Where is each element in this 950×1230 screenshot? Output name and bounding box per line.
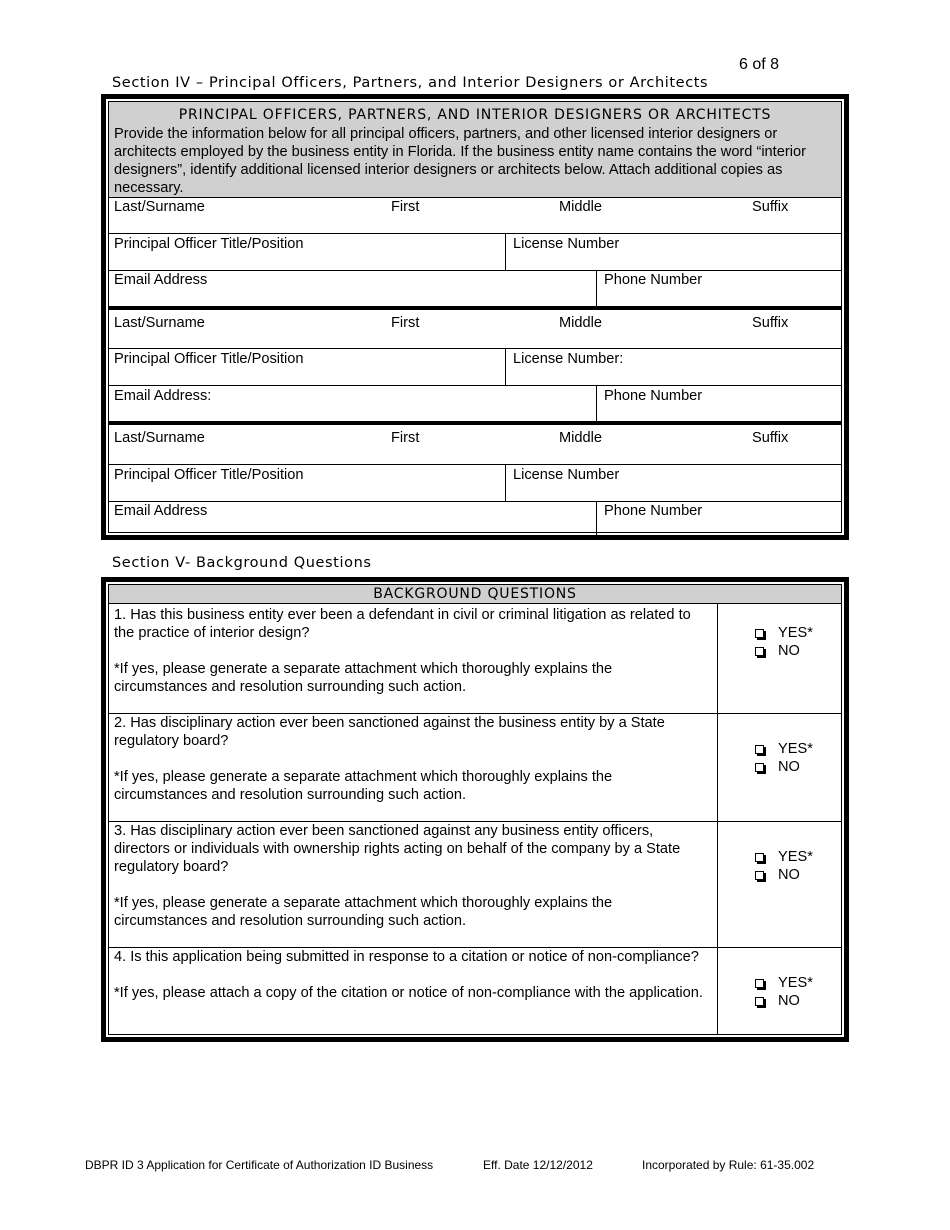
principal-officers-table-title: PRINCIPAL OFFICERS, PARTNERS, AND INTERIOR DESIGNERS OR ARCHITECTS bbox=[178, 107, 772, 123]
first-name-field[interactable]: First bbox=[391, 315, 420, 331]
principal-officers-header bbox=[109, 102, 841, 198]
yes-label: YES* bbox=[778, 741, 813, 757]
yes-checkbox[interactable] bbox=[755, 740, 813, 758]
principal-officers-instructions: Provide the information below for all principal officers, partners, and other licensed interior designers or architects employed by the business entity in Florida. If the business entity name contains the word “interior designers”, identify additional licensed interior designers or architects below. Attach additional copies as necessary. bbox=[114, 126, 806, 196]
question-4 bbox=[114, 948, 706, 1002]
question-note: *If yes, please generate a separate attachment which thoroughly explains the circumstances and resolution surrounding such action. bbox=[114, 895, 613, 929]
no-label: NO bbox=[778, 867, 800, 883]
question-text: 3. Has disciplinary action ever been sanctioned against any business entity officers, directors or individuals with ownership rights acting on behalf of the company by a State regulatory board? bbox=[114, 823, 681, 875]
question-note: *If yes, please attach a copy of the citation or notice of non-compliance with the application. bbox=[114, 985, 703, 1001]
last-name-field[interactable]: Last/Surname bbox=[114, 430, 205, 446]
question-text: 1. Has this business entity ever been a defendant in civil or criminal litigation as related to the practice of interior design? bbox=[114, 607, 691, 641]
phone-field[interactable]: Phone Number bbox=[604, 388, 703, 404]
checkbox-icon bbox=[755, 629, 764, 638]
last-name-field[interactable]: Last/Surname bbox=[114, 315, 205, 331]
yes-label: YES* bbox=[778, 975, 813, 991]
no-label: NO bbox=[778, 759, 800, 775]
license-number-field[interactable]: License Number: bbox=[513, 351, 624, 367]
principal-officers-table bbox=[101, 94, 849, 540]
email-field[interactable]: Email Address: bbox=[114, 388, 212, 404]
footer-rule: Incorporated by Rule: 61-35.002 bbox=[642, 1158, 815, 1172]
license-number-field[interactable]: License Number bbox=[513, 467, 620, 483]
question-4-options bbox=[755, 974, 813, 1010]
section-5-title: Section V- Background Questions bbox=[112, 555, 372, 571]
officer-title-field[interactable]: Principal Officer Title/Position bbox=[114, 351, 304, 367]
middle-name-field[interactable]: Middle bbox=[559, 199, 602, 215]
no-checkbox[interactable] bbox=[755, 866, 813, 884]
checkbox-icon bbox=[755, 647, 764, 656]
question-1 bbox=[114, 606, 706, 696]
question-3 bbox=[114, 822, 706, 930]
license-number-field[interactable]: License Number bbox=[513, 236, 620, 252]
section-4-title: Section IV – Principal Officers, Partners, and Interior Designers or Architects bbox=[112, 75, 709, 91]
question-3-options bbox=[755, 848, 813, 884]
question-2 bbox=[114, 714, 706, 804]
email-field[interactable]: Email Address bbox=[114, 503, 208, 519]
officer-title-field[interactable]: Principal Officer Title/Position bbox=[114, 467, 304, 483]
background-questions-table bbox=[101, 577, 849, 1042]
suffix-field[interactable]: Suffix bbox=[752, 315, 789, 331]
checkbox-icon bbox=[755, 979, 764, 988]
checkbox-icon bbox=[755, 997, 764, 1006]
question-2-options bbox=[755, 740, 813, 776]
no-checkbox[interactable] bbox=[755, 758, 813, 776]
officer-title-field[interactable]: Principal Officer Title/Position bbox=[114, 236, 304, 252]
yes-checkbox[interactable] bbox=[755, 848, 813, 866]
question-note: *If yes, please generate a separate attachment which thoroughly explains the circumstances and resolution surrounding such action. bbox=[114, 769, 613, 803]
no-label: NO bbox=[778, 993, 800, 1009]
last-name-field[interactable]: Last/Surname bbox=[114, 199, 205, 215]
suffix-field[interactable]: Suffix bbox=[752, 430, 789, 446]
checkbox-icon bbox=[755, 853, 764, 862]
footer-form-name: DBPR ID 3 Application for Certificate of Authorization ID Business bbox=[85, 1158, 434, 1172]
checkbox-icon bbox=[755, 871, 764, 880]
no-checkbox[interactable] bbox=[755, 642, 813, 660]
no-label: NO bbox=[778, 643, 800, 659]
question-note: *If yes, please generate a separate attachment which thoroughly explains the circumstances and resolution surrounding such action. bbox=[114, 661, 613, 695]
question-text: 4. Is this application being submitted in response to a citation or notice of non-compliance? bbox=[114, 949, 699, 965]
checkbox-icon bbox=[755, 745, 764, 754]
footer-effective-date: Eff. Date 12/12/2012 bbox=[483, 1158, 593, 1172]
yes-label: YES* bbox=[778, 625, 813, 641]
suffix-field[interactable]: Suffix bbox=[752, 199, 789, 215]
checkbox-icon bbox=[755, 763, 764, 772]
middle-name-field[interactable]: Middle bbox=[559, 315, 602, 331]
page-number: 6 of 8 bbox=[739, 56, 780, 73]
question-1-options bbox=[755, 624, 813, 660]
first-name-field[interactable]: First bbox=[391, 199, 420, 215]
first-name-field[interactable]: First bbox=[391, 430, 420, 446]
phone-field[interactable]: Phone Number bbox=[604, 272, 703, 288]
yes-checkbox[interactable] bbox=[755, 974, 813, 992]
yes-checkbox[interactable] bbox=[755, 624, 813, 642]
phone-field[interactable]: Phone Number bbox=[604, 503, 703, 519]
no-checkbox[interactable] bbox=[755, 992, 813, 1010]
email-field[interactable]: Email Address bbox=[114, 272, 208, 288]
yes-label: YES* bbox=[778, 849, 813, 865]
middle-name-field[interactable]: Middle bbox=[559, 430, 602, 446]
background-questions-header: BACKGROUND QUESTIONS bbox=[109, 585, 841, 604]
question-text: 2. Has disciplinary action ever been sanctioned against the business entity by a State regulatory board? bbox=[114, 715, 665, 749]
